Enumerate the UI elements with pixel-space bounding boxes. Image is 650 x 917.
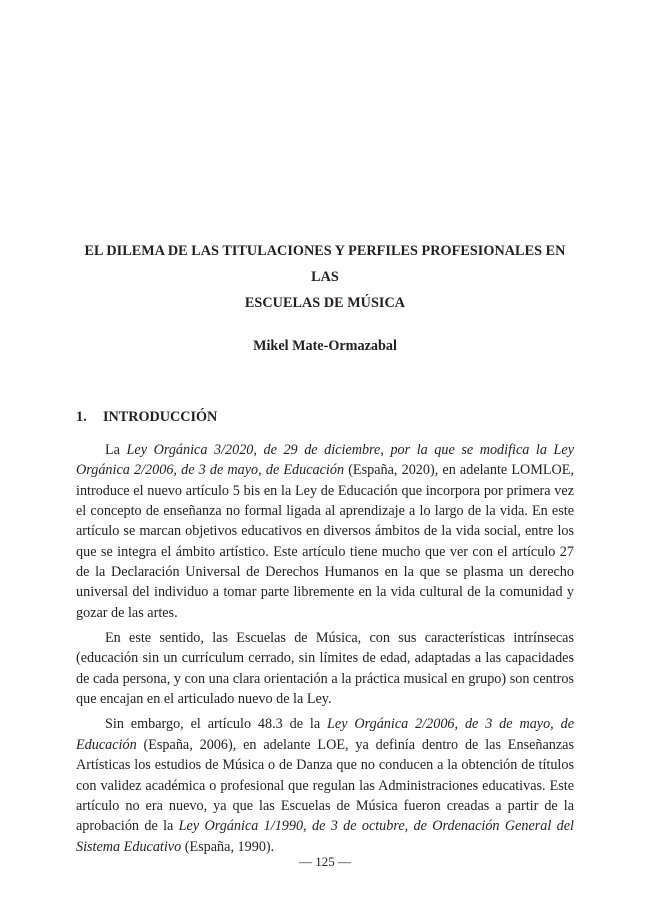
- body-text: [76, 440, 574, 862]
- paper-title: [76, 238, 574, 316]
- title-line-2: ESCUELAS DE MÚSICA: [244, 295, 406, 311]
- section-heading: [76, 407, 217, 427]
- section-title: INTRODUCCIÓN: [103, 409, 218, 425]
- title-line-1: EL DILEMA DE LAS TITULACIONES Y PERFILES PROFESIONALES EN LAS: [84, 243, 566, 285]
- author-name: Mikel Mate-Ormazabal: [253, 338, 397, 354]
- p1-text-c: (España, 2020), en adelante LOMLOE, introduce el nuevo artículo 5 bis en la Ley de Educación que incorpora por primera vez el concepto de enseñanza no formal ligada al aprendizaje a lo largo de la vida. En este artículo se marcan objetivos educativos en diversos ámbitos de la vida social, entre los que se integra el ámbito artístico. Este artículo tiene mucho que ver con el artículo 27 de la Declaración Universal de Derechos Humanos en la que se plasma un derecho universal del individuo a tomar parte libremente en la vida cultural de la comunidad y gozar de las artes.: [76, 462, 574, 621]
- section-number: 1.: [76, 409, 87, 425]
- p1-text-a: La: [105, 442, 127, 458]
- p3-text-a: Sin embargo, el artículo 48.3 de la: [105, 716, 328, 733]
- p3-law-citation-logse: Ley Orgánica 1/1990, de 3 de octubre, de Ordenación General del Sistema Educativo: [76, 818, 575, 855]
- paragraph-3: [76, 714, 574, 856]
- page-number: — 125 —: [299, 854, 351, 869]
- p3-text-c: (España, 2006), en adelante LOE, ya definía dentro de las Enseñanzas Artísticas los estudios de Música o de Danza que no conducen a la obtención de títulos con validez académica o profesional que regulan las Administraciones educativas. Este artículo no era nuevo, ya que las Escuelas de Música fueron creadas a partir de la aprobación de la: [76, 736, 574, 835]
- p1-law-citation: Ley Orgánica 3/2020, de 29 de diciembre, por la que se modifica la Ley Orgánica 2/2006, de 3 de mayo, de Educación: [76, 442, 575, 479]
- p3-law-citation-loe: Ley Orgánica 2/2006, de 3 de mayo, de Educación: [76, 716, 574, 753]
- paragraph-1: [76, 440, 574, 623]
- p3-text-e: (España, 1990).: [181, 838, 275, 855]
- paragraph-2: En este sentido, las Escuelas de Música, con sus características intrínsecas (educación sin un currículum cerrado, sin límites de edad, adaptadas a las capacidades de cada persona, y con una clara orientación a la práctica musical en grupo) son centros que encajan en el articulado nuevo de la Ley.: [76, 630, 574, 708]
